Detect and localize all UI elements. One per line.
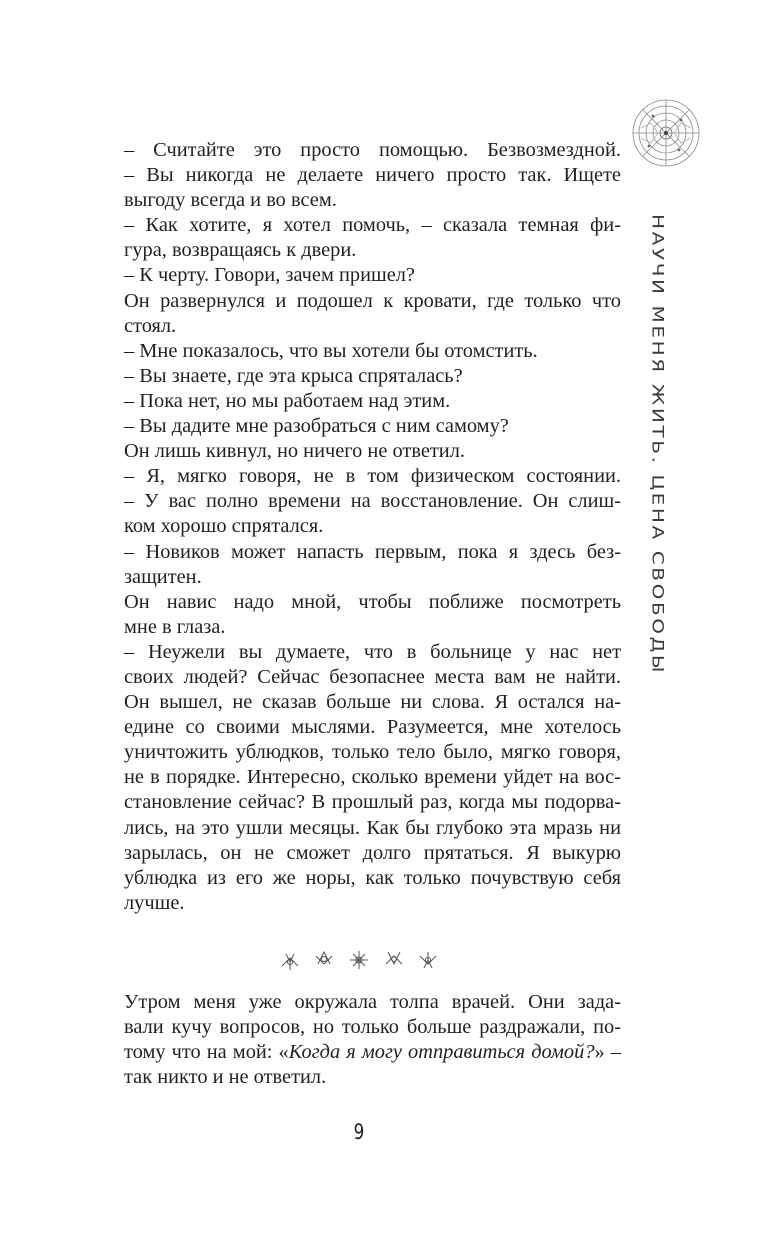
text-line: – У вас полно времени на восстановление. Он слиш- [124,490,621,513]
compass-emblem-icon [631,98,701,168]
body-text-after-break [124,990,621,1090]
text-line: – Считайте это просто помощью. Безвозмездной. [124,139,621,161]
text-line: Утром меня уже окружала толпа врачей. Они зада- [124,991,621,1013]
open-quote: « [278,1041,289,1064]
text-line: гура, возвращаясь к двери. [124,239,357,262]
text-line: ублюдка из его же норы, как только почувствую себя [124,866,621,889]
body-text [124,138,621,916]
text-line: Он навис надо мной, чтобы поближе посмотреть [124,590,621,613]
text-line: – К черту. Говори, зачем пришел? [124,264,415,287]
text-line: – Мне показалось, что вы хотели бы отомстить. [124,339,538,362]
text-line: Он лишь кивнул, но ничего не ответил. [124,440,465,463]
italic-quote: Когда я могу отправиться домой? [288,1041,595,1064]
text-line: – Как хотите, я хотел помочь, – сказала темная фи- [124,214,621,237]
text-line: защитен. [124,565,202,588]
text-line: ком хорошо спрятался. [124,515,324,538]
text-line: так никто и не ответил. [124,1066,327,1089]
text-line: Он развернулся и подошел к кровати, где только что [124,289,621,312]
text-line: – Вы знаете, где эта крыса спряталась? [124,364,463,387]
text-line: – Вы никогда не делаете ничего просто так. Ищете [124,164,621,187]
text-line: своих людей? Сейчас безопаснее места вам не найти. [124,665,621,688]
text-line: лучше. [124,891,185,914]
text-line [124,1040,621,1065]
text-line: уничтожить ублюдков, только тело было, мягко говоря, [124,741,621,764]
text-line: выгоду всегда и во всем. [124,189,337,212]
text-line: – Неужели вы думаете, что в больнице у нас нет [124,640,621,663]
text-line: стоял. [124,314,177,337]
text-span: тому что на мой: [124,1041,279,1064]
text-line: едине со своими мыслями. Разумеется, мне хотелось [124,716,621,739]
running-title [633,214,683,676]
text-line: – Я, мягко говоря, не в том физическом состоянии. [124,465,621,488]
text-line: становление сейчас? В прошлый раз, когда мы подорва- [124,791,621,814]
text-line: – Новиков может напасть первым, пока я здесь без- [124,540,621,563]
text-line: зарылась, он не сможет долго прятаться. Я выкурю [124,841,621,864]
text-line: Он вышел, не сказав больше ни слова. Я остался на- [124,691,621,714]
text-span: » – [594,1041,621,1064]
text-line: вали кучу вопросов, но только больше раздражали, по- [124,1016,621,1039]
text-line: мне в глаза. [124,615,226,638]
text-line: лись, на это ушли месяцы. Как бы глубоко эта мразь ни [124,816,621,839]
page-number: 9 [353,1120,365,1144]
text-line: – Пока нет, но мы работаем над этим. [124,389,451,412]
running-title-text: НАУЧИ МЕНЯ ЖИТЬ. ЦЕНА СВОБОДЫ [648,214,668,676]
text-line: – Вы дадите мне разобраться с ним самому? [124,415,509,438]
scene-break-ornament-icon [276,940,442,980]
text-line: не в порядке. Интересно, сколько времени уйдет на вос- [124,766,621,789]
